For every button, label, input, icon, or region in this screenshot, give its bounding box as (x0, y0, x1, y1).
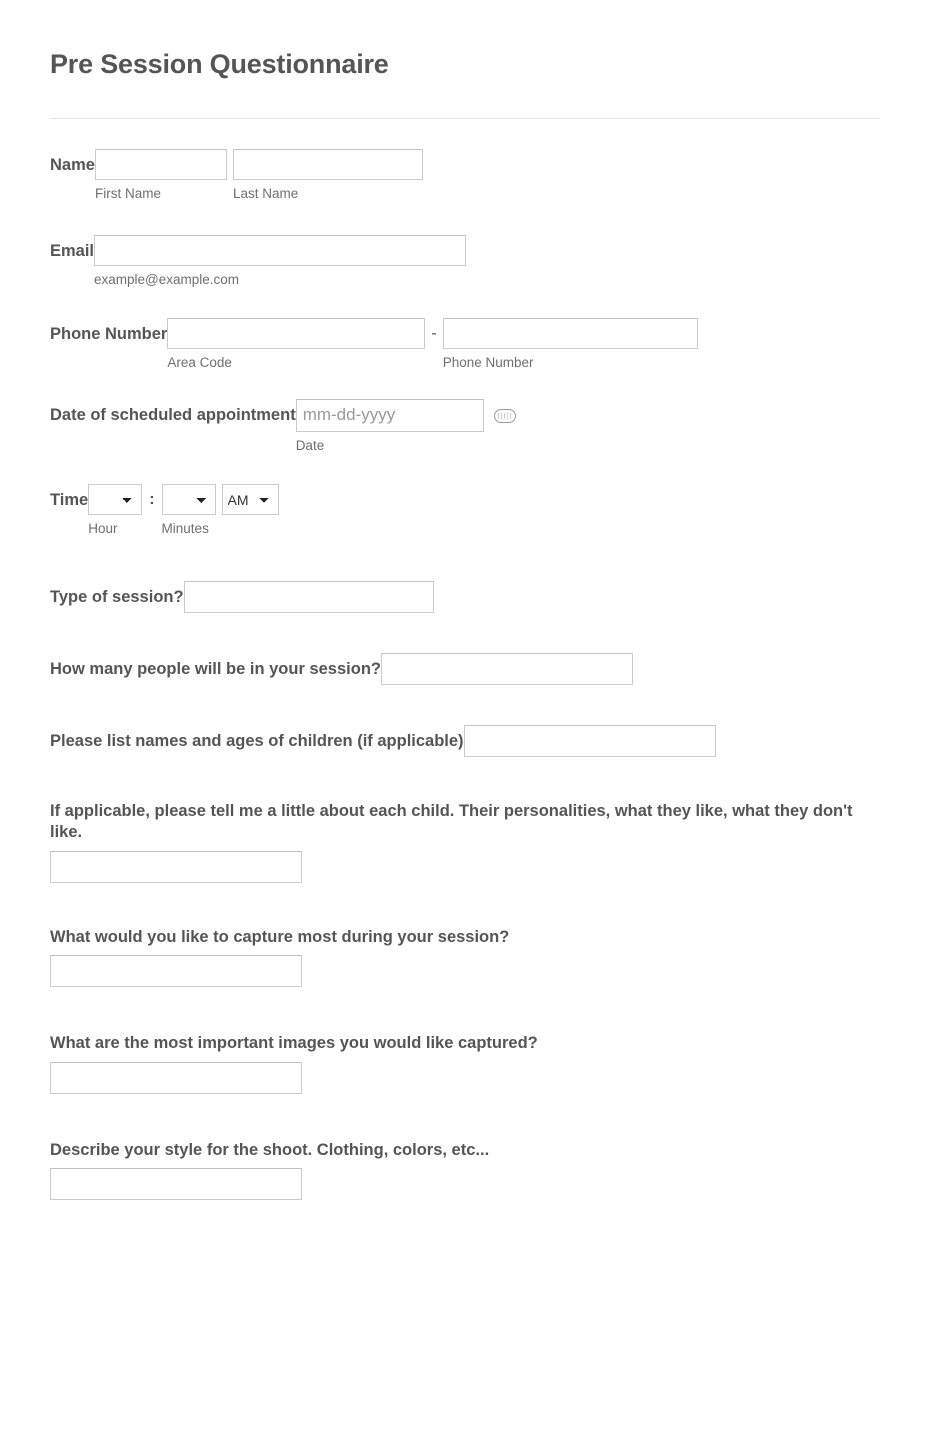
question-phone (0, 318, 930, 371)
phone-number-sublabel: Phone Number (442, 354, 534, 370)
label-appointment-date: Date of scheduled appointment (50, 405, 296, 424)
label-people-count: How many people will be in your session? (50, 660, 381, 679)
meridiem-group (222, 484, 279, 515)
phone-number-group (443, 318, 698, 371)
meridiem-select[interactable] (222, 484, 279, 515)
first-name-group (95, 149, 227, 202)
last-name-group (233, 149, 423, 202)
label-important-images: What are the most important images you would like captured? (50, 1034, 538, 1053)
first-name-sublabel: First Name (94, 186, 161, 202)
label-style: Describe your style for the shoot. Clothing, colors, etc... (50, 1140, 490, 1159)
area-code-group (167, 318, 425, 371)
children-names-input[interactable] (464, 725, 716, 757)
label-about-children: If applicable, please tell me a little about each child. Their personalities, what they like, what they don't like. (50, 802, 858, 841)
calendar-picker-lines (498, 413, 511, 419)
calendar-picker-icon[interactable] (494, 409, 516, 423)
question-email (0, 235, 930, 288)
session-type-input[interactable] (184, 581, 434, 613)
label-time: Time (50, 491, 89, 510)
phone-number-input[interactable] (443, 318, 698, 349)
minutes-sublabel: Minutes (161, 521, 209, 537)
question-capture-most (0, 927, 930, 988)
last-name-input[interactable] (233, 149, 423, 180)
label-session-type: Type of session? (50, 588, 184, 607)
question-session-type (0, 581, 930, 613)
hour-sublabel: Hour (88, 521, 118, 537)
area-code-sublabel: Area Code (167, 354, 232, 370)
label-name: Name (50, 156, 95, 175)
style-input[interactable] (50, 1168, 302, 1200)
hour-select[interactable] (88, 484, 142, 515)
phone-separator: - (431, 324, 437, 342)
question-name (0, 149, 930, 202)
email-field[interactable] (94, 235, 466, 266)
form-header (0, 0, 930, 80)
label-capture-most: What would you like to capture most during your session? (50, 927, 510, 946)
question-children-names (0, 725, 930, 757)
first-name-input[interactable] (95, 149, 227, 180)
date-input[interactable] (296, 399, 484, 432)
email-group (94, 235, 466, 288)
question-about-children (0, 801, 930, 882)
hour-group (88, 484, 142, 537)
capture-most-input[interactable] (50, 955, 302, 987)
date-group (296, 399, 484, 454)
header-divider (50, 118, 880, 119)
date-sublabel: Date (295, 437, 325, 453)
area-code-input[interactable] (167, 318, 425, 349)
question-time (0, 484, 930, 537)
time-separator: : (149, 491, 155, 509)
label-email: Email (50, 241, 95, 260)
page-title: Pre Session Questionnaire (50, 49, 389, 79)
label-phone-number: Phone Number (50, 324, 168, 343)
about-children-input[interactable] (50, 851, 302, 883)
important-images-input[interactable] (50, 1062, 302, 1094)
last-name-sublabel: Last Name (232, 186, 299, 202)
question-important-images (0, 1033, 930, 1094)
minutes-group (162, 484, 216, 537)
question-people-count (0, 653, 930, 685)
question-style (0, 1140, 930, 1201)
question-appointment-date (0, 399, 930, 454)
people-count-input[interactable] (381, 653, 633, 685)
label-children-names: Please list names and ages of children (if applicable) (50, 732, 464, 751)
minutes-select[interactable] (162, 484, 216, 515)
email-sublabel: example@example.com (94, 271, 240, 287)
